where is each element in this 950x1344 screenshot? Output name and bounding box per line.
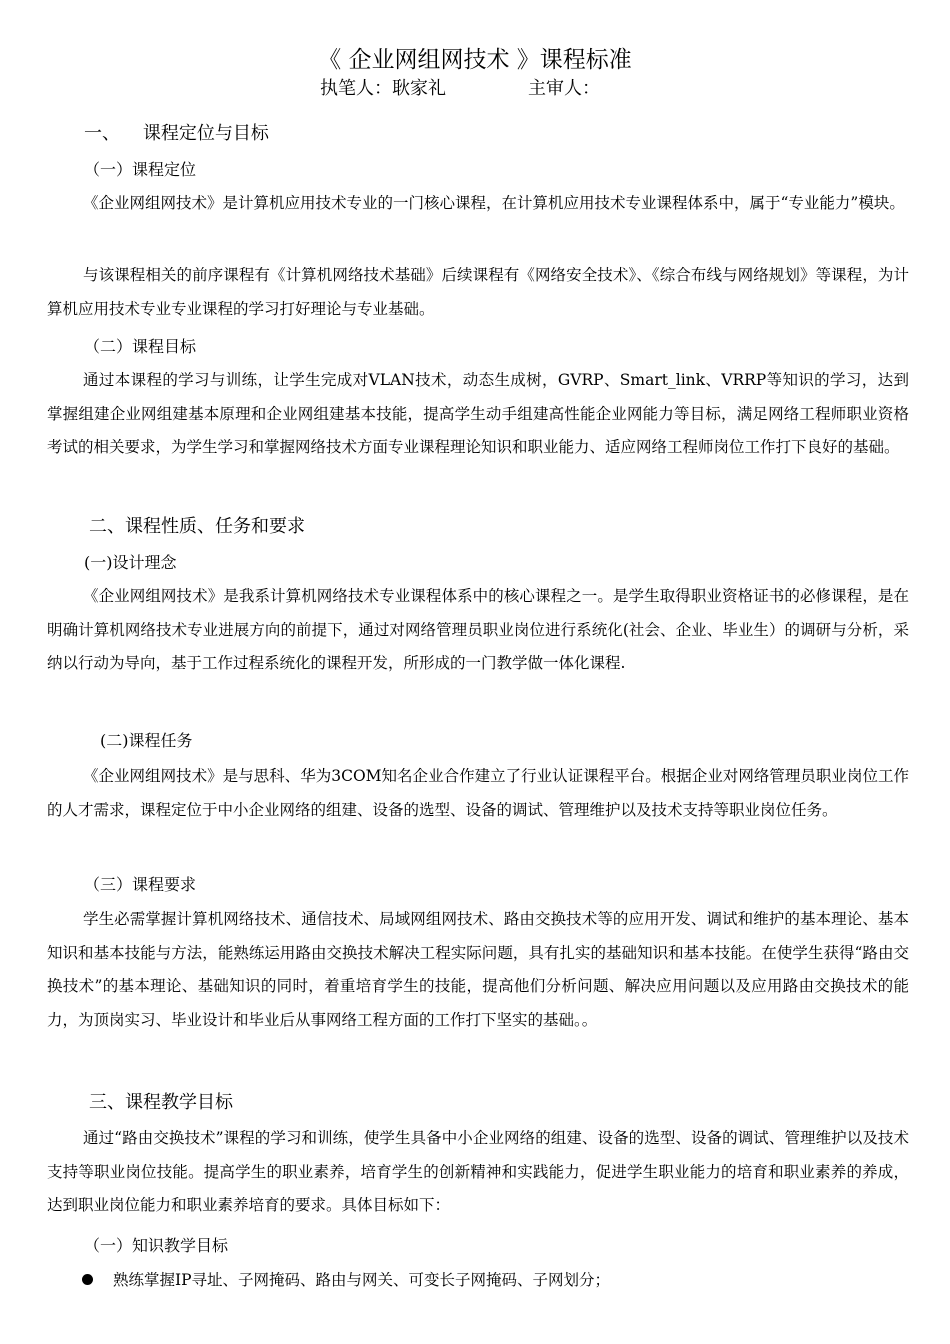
paragraph-course-tasks: 《企业网组网技术》是与思科、华为3COM知名企业合作建立了行业认证课程平台。根据企业对网络管理员职业岗位工作的人才需求，课程定位于中小企业网络的组建、设备的选型、设备的调试、管理维护以及技术支持等职业岗位任务。 — [47, 767, 909, 819]
section-3-heading: 三、课程教学目标 — [89, 1092, 233, 1113]
section-3-subheading-knowledge: （一）知识教学目标 — [84, 1236, 229, 1255]
author-line — [320, 76, 600, 102]
paragraph-design-concept: 《企业网组网技术》是我系计算机网络技术专业课程体系中的核心课程之一。是学生取得职业资格证书的必修课程，是在明确计算机网络技术专业进展方向的前提下，通过对网络管理员职业岗位进行系统化(社会、企业、毕业生）的调研与分析，采纳以行动为导向，基于工作过程系统化的课程开发，所形成的一门教学做一体化课程. — [47, 587, 909, 673]
reviewer-label: 主审人： — [528, 78, 600, 99]
section-2-heading: 二、课程性质、任务和要求 — [89, 516, 305, 537]
section-2-subheading-design: (一)设计理念 — [84, 553, 177, 572]
document-title: 《 企业网组网技术 》课程标准 — [318, 47, 632, 73]
paragraph-course-positioning: 《企业网组网技术》是计算机应用技术专业的一门核心课程，在计算机应用技术专业课程体系中，属于“专业能力”模块。 — [83, 194, 905, 212]
bullet-item — [82, 1266, 610, 1294]
section-1-subheading-positioning: （一）课程定位 — [84, 160, 197, 179]
paragraph-teaching-goals: 通过“路由交换技术”课程的学习和训练，使学生具备中小企业网络的组建、设备的选型、设备的调试、管理维护以及技术支持等职业岗位技能。提高学生的职业素养，培育学生的创新精神和实践能力，促进学生职业能力的培育和职业素养的养成，达到职业岗位能力和职业素养培育的要求。具体目标如下： — [47, 1129, 909, 1215]
paragraph-related-courses: 与该课程相关的前序课程有《计算机网络技术基础》后续课程有《网络安全技术》、《综合布线与网络规划》等课程，为计算机应用技术专业专业课程的学习打好理论与专业基础。 — [47, 266, 909, 318]
paragraph-course-objectives: 通过本课程的学习与训练，让学生完成对VLAN技术，动态生成树，GVRP、Smart_link、VRRP等知识的学习，达到掌握组建企业网组建基本原理和企业网组建基本技能，提高学生动手组建高性能企业网能力等目标，满足网络工程师职业资格考试的相关要求，为学生学习和掌握网络技术方面专业课程理论知识和职业能力、适应网络工程师岗位工作打下良好的基础。 — [47, 371, 909, 457]
paragraph-course-requirements: 学生必需掌握计算机网络技术、通信技术、局域网组网技术、路由交换技术等的应用开发、调试和维护的基本理论、基本知识和基本技能与方法，能熟练运用路由交换技术解决工程实际问题，具有扎实的基础知识和基本技能。在使学生获得“路由交换技术”的基本理论、基础知识的同时，着重培育学生的技能，提高他们分析问题、解决应用问题以及应用路由交换技术的能力，为顶岗实习、毕业设计和毕业后从事网络工程方面的工作打下坚实的基础。。 — [47, 910, 909, 1029]
section-2-subheading-tasks: (二)课程任务 — [100, 731, 193, 750]
bullet-dot-icon — [82, 1274, 93, 1285]
bullet-item-text: 熟练掌握IP寻址、子网掩码、路由与网关、可变长子网掩码、子网划分； — [113, 1271, 611, 1289]
section-1-heading: 一、 课程定位与目标 — [84, 123, 269, 144]
author-name: 执笔人：耿家礼 — [320, 78, 446, 99]
section-1-subheading-objectives: （二）课程目标 — [84, 337, 197, 356]
section-2-subheading-requirements: （三）课程要求 — [84, 875, 197, 894]
